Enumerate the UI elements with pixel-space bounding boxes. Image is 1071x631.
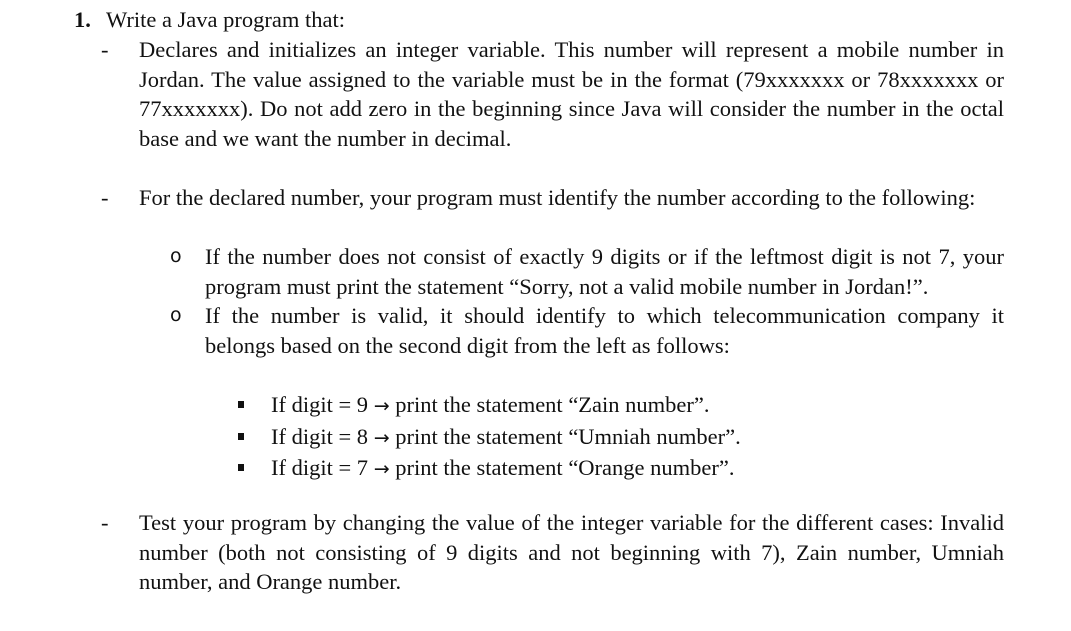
right-arrow-icon: → <box>373 395 390 417</box>
rule-action: print the statement “Umniah number”. <box>395 423 741 449</box>
list-item-text: Declares and initializes an integer variable. This number will represent a mobile number in Jordan. The value assigned to the variable must be in the format (79xxxxxxx or 78xxxxxxx or 77xxxxxxx). Do not add zero in the beginning since Java will consider the number in the octal base and we want the number in decimal. <box>139 37 1004 151</box>
question-number: 1. <box>74 7 91 32</box>
circle-bullet: o <box>170 304 182 326</box>
dash-bullet: - <box>101 185 109 210</box>
sub-list <box>170 242 1004 360</box>
right-arrow-icon: → <box>373 426 390 449</box>
rule-action: print the statement “Orange number”. <box>395 455 735 480</box>
square-bullet <box>238 464 244 471</box>
list-item-text: Test your program by changing the value of the integer variable for the different cases: Invalid number (both not consisting of 9 digits and not beginning with 7), Zain number, Umniah number, and Orange number. <box>139 510 1004 594</box>
rule-umniah <box>238 422 938 454</box>
square-bullet <box>238 401 244 408</box>
right-arrow-icon: → <box>373 458 390 480</box>
rule-condition: If digit = 8 <box>271 423 369 449</box>
question-heading <box>74 5 345 35</box>
dash-bullet: - <box>101 510 109 535</box>
rule-condition: If digit = 9 <box>271 392 369 417</box>
company-rules-list <box>238 390 938 485</box>
sub-item-valid-number <box>170 301 1004 360</box>
list-item-test-program <box>101 508 1004 597</box>
dash-bullet: - <box>101 37 109 62</box>
rule-condition: If digit = 7 <box>271 455 369 480</box>
sub-item-invalid-number <box>170 242 1004 301</box>
rule-orange <box>238 453 938 485</box>
rule-action: print the statement “Zain number”. <box>395 392 710 417</box>
square-bullet <box>238 433 244 440</box>
sub-item-text: If the number does not consist of exactly 9 digits or if the leftmost digit is not 7, your program must print the statement “Sorry, not a valid mobile number in Jordan!”. <box>205 244 1004 299</box>
circle-bullet: o <box>170 245 182 267</box>
sub-item-text: If the number is valid, it should identify to which telecommunication company it belongs based on the second digit from the left as follows: <box>205 303 1004 358</box>
list-item-text: For the declared number, your program must identify the number according to the following: <box>139 185 976 210</box>
list-item-identify-number <box>101 183 1004 213</box>
list-item-declare-variable <box>101 35 1004 153</box>
rule-zain <box>238 390 938 422</box>
question-title: Write a Java program that: <box>106 7 345 32</box>
